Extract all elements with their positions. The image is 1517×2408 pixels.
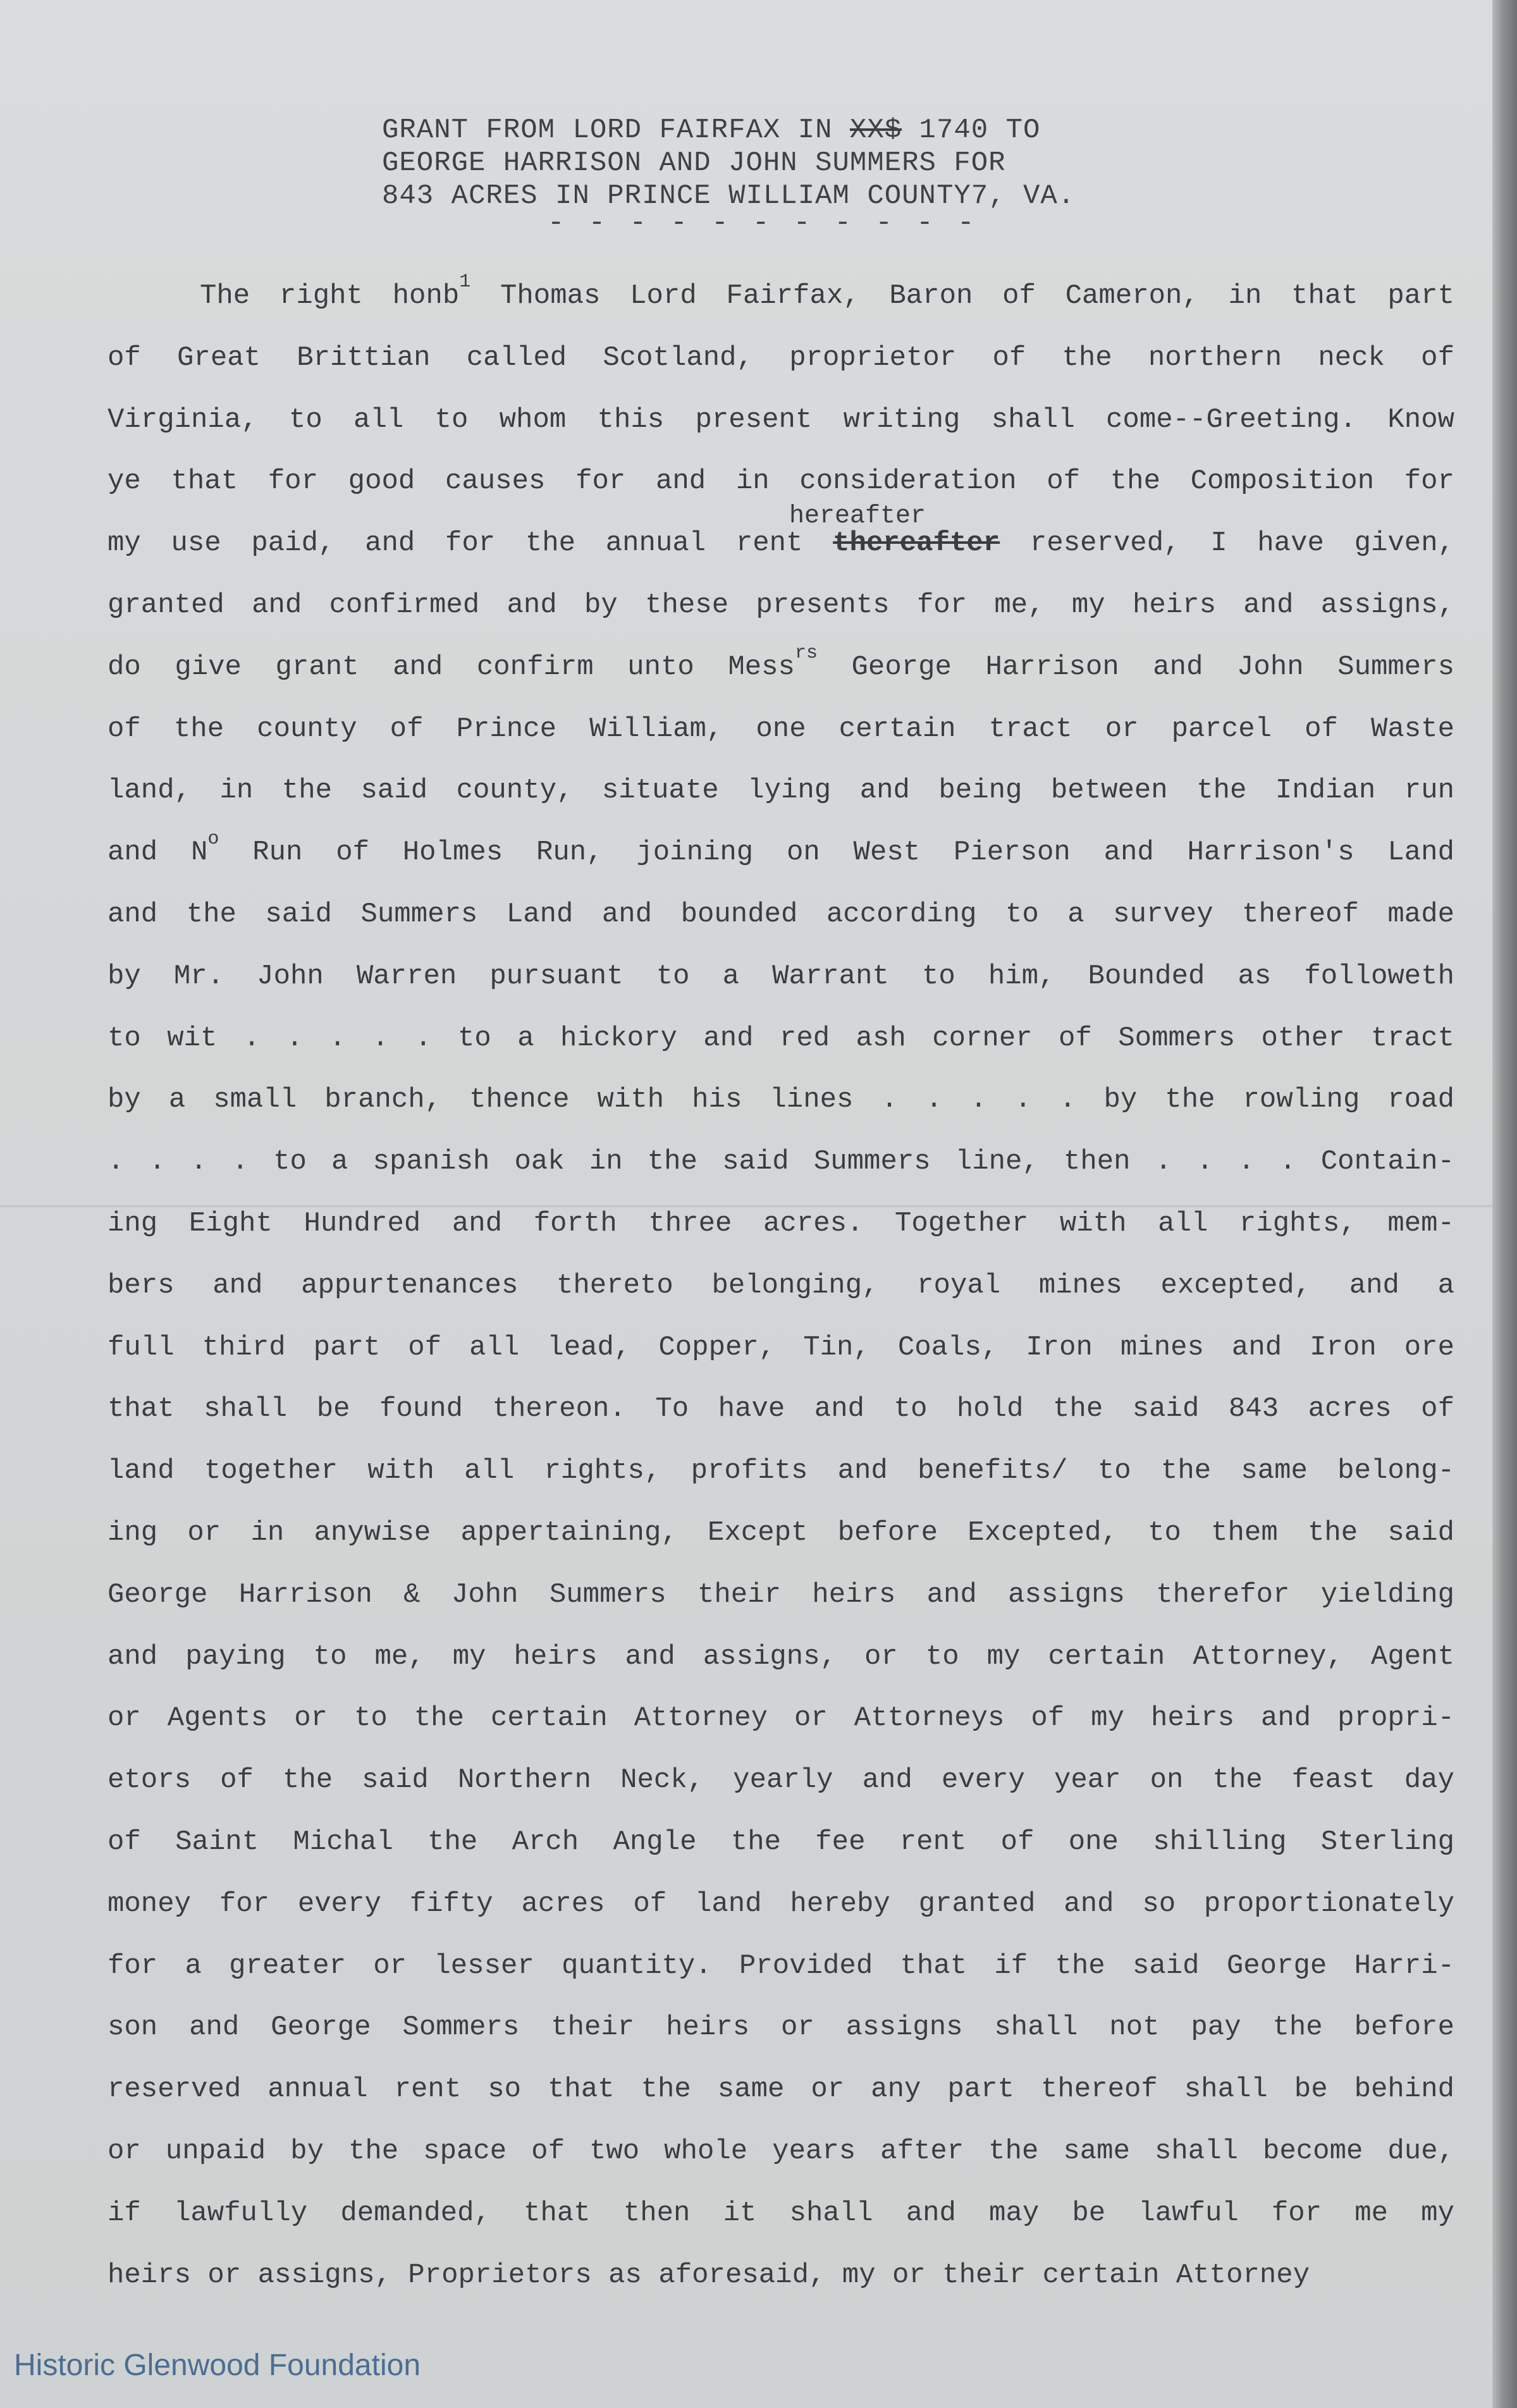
body-line: ye that for good causes for and in consideration of the Composition for [107,465,1454,498]
body-line: reserved annual rent so that the same or any part thereof shall be behind [107,2073,1454,2106]
body-line: granted and confirmed and by these presents for me, my heirs and assigns, [107,589,1454,621]
heading-line-2: GEORGE HARRISON AND JOHN SUMMERS FOR [382,147,1006,179]
superscript: 1 [459,271,471,293]
body-line: for a greater or lesser quantity. Provided that if the said George Harri- [107,1950,1454,1982]
heading-line-1: GRANT FROM LORD FAIRFAX IN XX$ 1740 TO [382,114,1041,146]
watermark-credit: Historic Glenwood Foundation [14,2349,421,2382]
body-line: that shall be found thereon. To have and to hold the said 843 acres of [107,1393,1454,1425]
body-line: The right honb$^1$ Thomas Lord Fairfax, Baron of Cameron, in that part [200,271,1454,312]
body-line: of Saint Michal the Arch Angle the fee rent of one shilling Sterling [107,1826,1454,1858]
paper-edge-shadow [1492,0,1517,2408]
body-line: Virginia, to all to whom this present writing shall come--Greeting. Know [107,403,1454,436]
body-line: if lawfully demanded, that then it shall and may be lawful for me my [107,2197,1454,2229]
document-heading [382,114,1141,212]
body-line: and the said Summers Land and bounded according to a survey thereof made [107,898,1454,930]
superscript: rs [794,642,818,665]
body-line: bers and appurtenances thereto belonging, royal mines excepted, and a [107,1269,1454,1301]
body-line: ing or in anywise appertaining, Except before Excepted, to them the said [107,1516,1454,1549]
body-line: land together with all rights, profits and benefits/ to the same belong- [107,1455,1454,1487]
body-line: land, in the said county, situate lying and being between the Indian run [107,775,1454,807]
body-line: and paying to me, my heirs and assigns, or to my certain Attorney, Agent [107,1640,1454,1673]
body-line: by Mr. John Warren pursuant to a Warrant to him, Bounded as followeth [107,960,1454,992]
body-line: to wit . . . . . to a hickory and red ash corner of Sommers other tract [107,1022,1454,1054]
body-line: . . . . to a spanish oak in the said Summers line, then . . . . Contain- [107,1146,1454,1178]
struck-text: XX$ [849,114,902,146]
body-line: George Harrison & John Summers their heirs and assigns therefor yielding [107,1578,1454,1611]
body-line: son and George Sommers their heirs or assigns shall not pay the before [107,2012,1454,2044]
body-line: hereafter my use paid, and for the annual rent thereafter reserved, I have given, [107,502,1454,560]
body-line: of Great Brittian called Scotland, proprietor of the northern neck of [107,341,1454,374]
body-line: money for every fifty acres of land hereby granted and so proportionately [107,1888,1454,1920]
body-line: and $N^o$ Run of Holmes Run, joining on West Pierson and Harrison's Land [107,828,1454,869]
body-line: by a small branch, thence with his lines . . . . . by the rowling road [107,1084,1454,1116]
body-line: do give grant and confirm unto Mess$^{rs}$ George Harrison and John Summers [107,642,1455,683]
body-line: of the county of Prince William, one certain tract or parcel of Waste [107,713,1454,745]
struck-text: thereafter [833,527,1000,560]
body-line: ing Eight Hundred and forth three acres. Together with all rights, mem- [107,1207,1454,1239]
body-line: or unpaid by the space of two whole years after the same shall become due, [107,2135,1454,2167]
body-line: full third part of all lead, Copper, Tin, Coals, Iron mines and Iron ore [107,1331,1454,1363]
body-line: heirs or assigns, Proprietors as aforesaid, my or their certain Attorney [107,2259,1310,2291]
heading-line-3: 843 ACRES IN PRINCE WILLIAM COUNTY7, VA. [382,180,1076,212]
heading-rule: - - - - - - - - - - - [548,207,978,239]
document-body [107,266,1454,2306]
superscript: o [207,828,219,850]
handwritten-insertion: hereafter [789,502,926,531]
body-line: or Agents or to the certain Attorney or Attorneys of my heirs and propri- [107,1702,1454,1735]
body-line: etors of the said Northern Neck, yearly and every year on the feast day [107,1764,1454,1797]
